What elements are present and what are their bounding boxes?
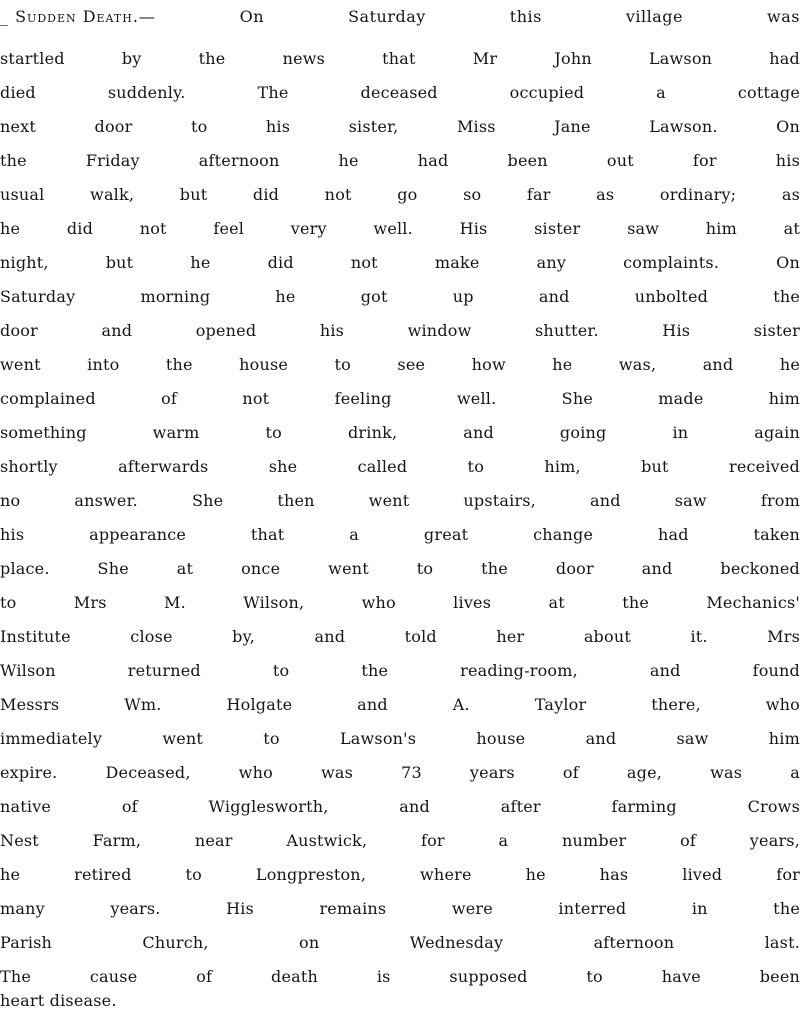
article-line: Messrs Wm. Holgate and A. Taylor there, who (0, 695, 800, 714)
article-line: expire. Deceased, who was 73 years of age, was a (0, 763, 800, 782)
article-line: shortly afterwards she called to him, but received (0, 457, 800, 476)
article-line: Wilson returned to the reading-room, and found (0, 661, 800, 680)
article-line: place. She at once went to the door and beckoned (0, 559, 800, 578)
article-line-1-text: On Saturday this village was (239, 7, 800, 26)
article-headline: _ Sudden Death.— (0, 7, 156, 26)
article-line: Parish Church, on Wednesday afternoon last. (0, 933, 800, 952)
article-line: usual walk, but did not go so far as ordinary; as (0, 185, 800, 204)
article-line: he retired to Longpreston, where he has lived for (0, 865, 800, 884)
article-line: to Mrs M. Wilson, who lives at the Mechanics' (0, 593, 800, 612)
article-line-1 (0, 0, 800, 34)
article-line: he did not feel very well. His sister saw him at (0, 219, 800, 238)
article-line: immediately went to Lawson's house and saw him (0, 729, 800, 748)
article-line: died suddenly. The deceased occupied a cottage (0, 83, 800, 102)
article-line-last: heart disease. (0, 991, 117, 1010)
article-line: night, but he did not make any complaints. On (0, 253, 800, 272)
article-line: his appearance that a great change had taken (0, 525, 800, 544)
article-line: something warm to drink, and going in again (0, 423, 800, 442)
article-line: the Friday afternoon he had been out for his (0, 151, 800, 170)
article-line: door and opened his window shutter. His sister (0, 321, 800, 340)
article-line: next door to his sister, Miss Jane Lawson. On (0, 117, 800, 136)
article-line: Nest Farm, near Austwick, for a number of years, (0, 831, 800, 850)
article-line: Saturday morning he got up and unbolted the (0, 287, 800, 306)
article-line: native of Wigglesworth, and after farming Crows (0, 797, 800, 816)
article-line: startled by the news that Mr John Lawson had (0, 49, 800, 68)
article-line: no answer. She then went upstairs, and saw from (0, 491, 800, 510)
article-line: went into the house to see how he was, and he (0, 355, 800, 374)
article-line: complained of not feeling well. She made him (0, 389, 800, 408)
article-line: Institute close by, and told her about it. Mrs (0, 627, 800, 646)
article-line: many years. His remains were interred in the (0, 899, 800, 918)
article-line: The cause of death is supposed to have been (0, 967, 800, 986)
